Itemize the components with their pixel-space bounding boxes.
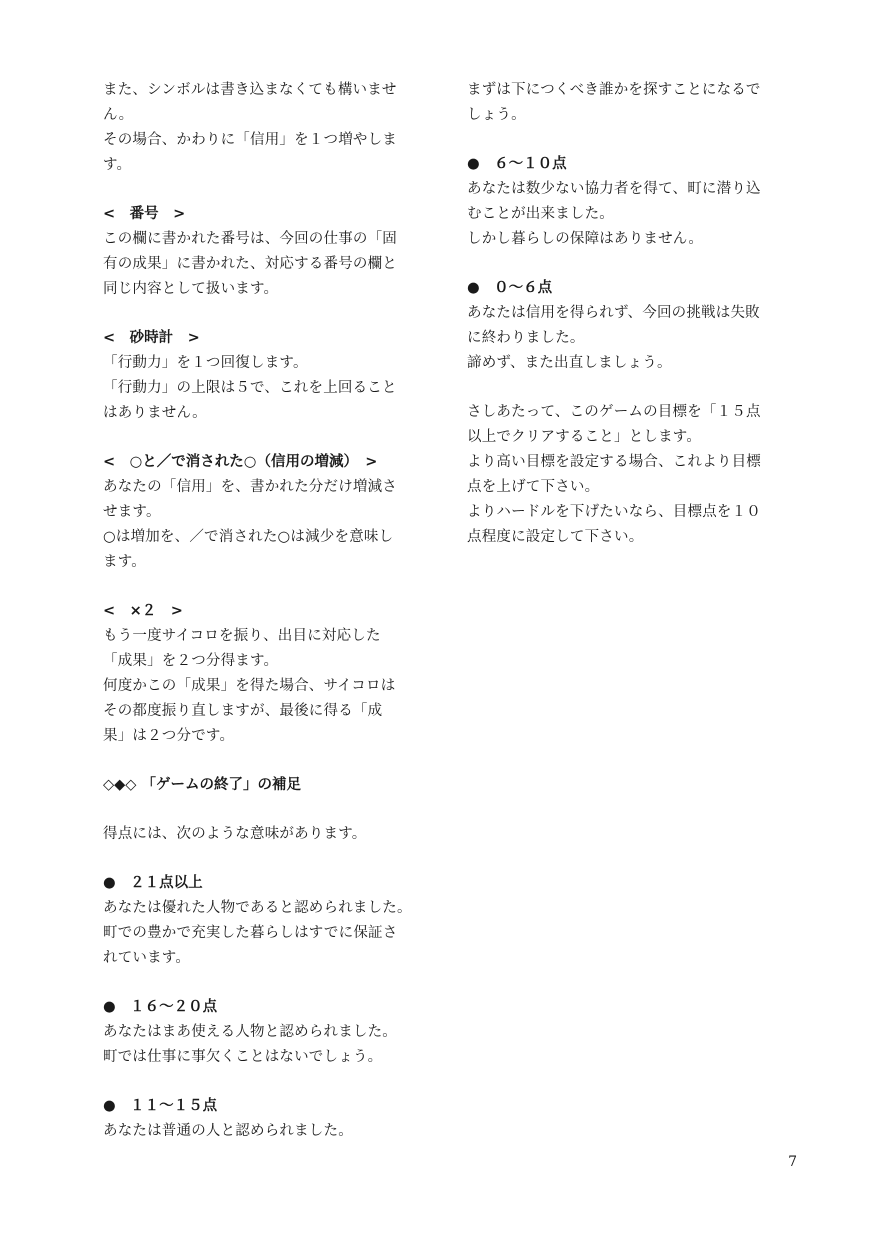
text-line: 「行動力」を１つ回復します。 bbox=[103, 355, 308, 371]
section-block bbox=[103, 871, 443, 971]
section-heading: ● １１〜１５点 bbox=[103, 1098, 218, 1114]
section-block bbox=[467, 152, 807, 252]
section-heading: < 番号 > bbox=[103, 206, 186, 222]
section-block bbox=[103, 599, 443, 749]
section-block bbox=[103, 773, 443, 798]
right-column bbox=[467, 78, 807, 574]
text-line: 有の成果」に書かれた、対応する番号の欄と bbox=[103, 256, 397, 272]
section-block bbox=[103, 326, 443, 426]
text-line: より高い目標を設定する場合、これより目標 bbox=[467, 454, 761, 470]
text-line: この欄に書かれた番号は、今回の仕事の「固 bbox=[103, 231, 397, 247]
text-line: 果」は２つ分です。 bbox=[103, 728, 235, 744]
text-line: その都度振り直しますが、最後に得る「成 bbox=[103, 703, 383, 719]
text-line: 得点には、次のような意味があります。 bbox=[103, 826, 367, 842]
text-line: まずは下につくべき誰かを探すことになるで bbox=[467, 82, 761, 98]
left-column bbox=[103, 78, 443, 1168]
text-line: す。 bbox=[103, 157, 132, 173]
text-line: さしあたって、このゲームの目標を「１５点 bbox=[467, 404, 761, 420]
section-heading: < ○と／で消された○（信用の増減） > bbox=[103, 454, 378, 470]
text-line: ます。 bbox=[103, 554, 146, 570]
section-block bbox=[103, 202, 443, 302]
text-line: 町では仕事に事欠くことはないでしょう。 bbox=[103, 1049, 383, 1065]
section-heading: ● ６〜１０点 bbox=[467, 156, 567, 172]
text-line: 何度かこの「成果」を得た場合、サイコロは bbox=[103, 678, 396, 694]
text-line: せます。 bbox=[103, 504, 161, 520]
text-line: あなたは信用を得られず、今回の挑戦は失敗 bbox=[467, 305, 760, 321]
text-line: ん。 bbox=[103, 107, 134, 123]
section-block bbox=[103, 450, 443, 575]
text-line: 「行動力」の上限は５で、これを上回ること bbox=[103, 380, 397, 396]
text-line: あなたは優れた人物であると認められました。 bbox=[103, 900, 412, 916]
section-heading: ● １６〜２０点 bbox=[103, 999, 218, 1015]
text-line: 同じ内容として扱います。 bbox=[103, 281, 279, 297]
text-line: また、シンボルは書き込まなくても構いませ bbox=[103, 82, 397, 98]
text-line: 点程度に設定して下さい。 bbox=[467, 529, 644, 545]
text-line: に終わりました。 bbox=[467, 330, 585, 346]
text-line: むことが出来ました。 bbox=[467, 206, 614, 222]
paragraph-block bbox=[467, 400, 807, 550]
text-line: 町での豊かで充実した暮らしはすでに保証さ bbox=[103, 925, 398, 941]
section-heading: ● ２１点以上 bbox=[103, 875, 203, 891]
text-line: あなたの「信用」を、書かれた分だけ増減さ bbox=[103, 479, 397, 495]
section-block bbox=[467, 276, 807, 376]
text-line: あなたは普通の人と認められました。 bbox=[103, 1123, 353, 1139]
text-line: あなたはまあ使える人物と認められました。 bbox=[103, 1024, 397, 1040]
section-heading: ◇◆◇ 「ゲームの終了」の補足 bbox=[103, 777, 302, 793]
text-line: もう一度サイコロを振り、出目に対応した bbox=[103, 628, 381, 644]
text-line: 諦めず、また出直しましょう。 bbox=[467, 355, 672, 371]
text-line: 以上でクリアすること」とします。 bbox=[467, 429, 702, 445]
text-line: しかし暮らしの保障はありません。 bbox=[467, 231, 704, 247]
paragraph-block bbox=[103, 822, 443, 847]
text-line: 「成果」を２つ分得ます。 bbox=[103, 653, 279, 669]
text-line: よりハードルを下げたいなら、目標点を１０ bbox=[467, 504, 761, 520]
text-line: れています。 bbox=[103, 950, 191, 966]
section-block bbox=[103, 1094, 443, 1144]
text-line: はありません。 bbox=[103, 405, 207, 421]
section-heading: < 砂時計 > bbox=[103, 330, 200, 346]
section-block bbox=[103, 995, 443, 1070]
paragraph-block bbox=[103, 78, 443, 178]
page-number: 7 bbox=[788, 1154, 797, 1170]
text-line: あなたは数少ない協力者を得て、町に潜り込 bbox=[467, 181, 761, 197]
text-line: ○は増加を、／で消された○は減少を意味し bbox=[103, 529, 394, 545]
text-line: しょう。 bbox=[467, 107, 526, 123]
paragraph-block bbox=[467, 78, 807, 128]
text-line: 点を上げて下さい。 bbox=[467, 479, 600, 495]
section-heading: < ×２ > bbox=[103, 603, 183, 619]
text-line: その場合、かわりに「信用」を１つ増やしま bbox=[103, 132, 397, 148]
section-heading: ● ０〜６点 bbox=[467, 280, 553, 296]
